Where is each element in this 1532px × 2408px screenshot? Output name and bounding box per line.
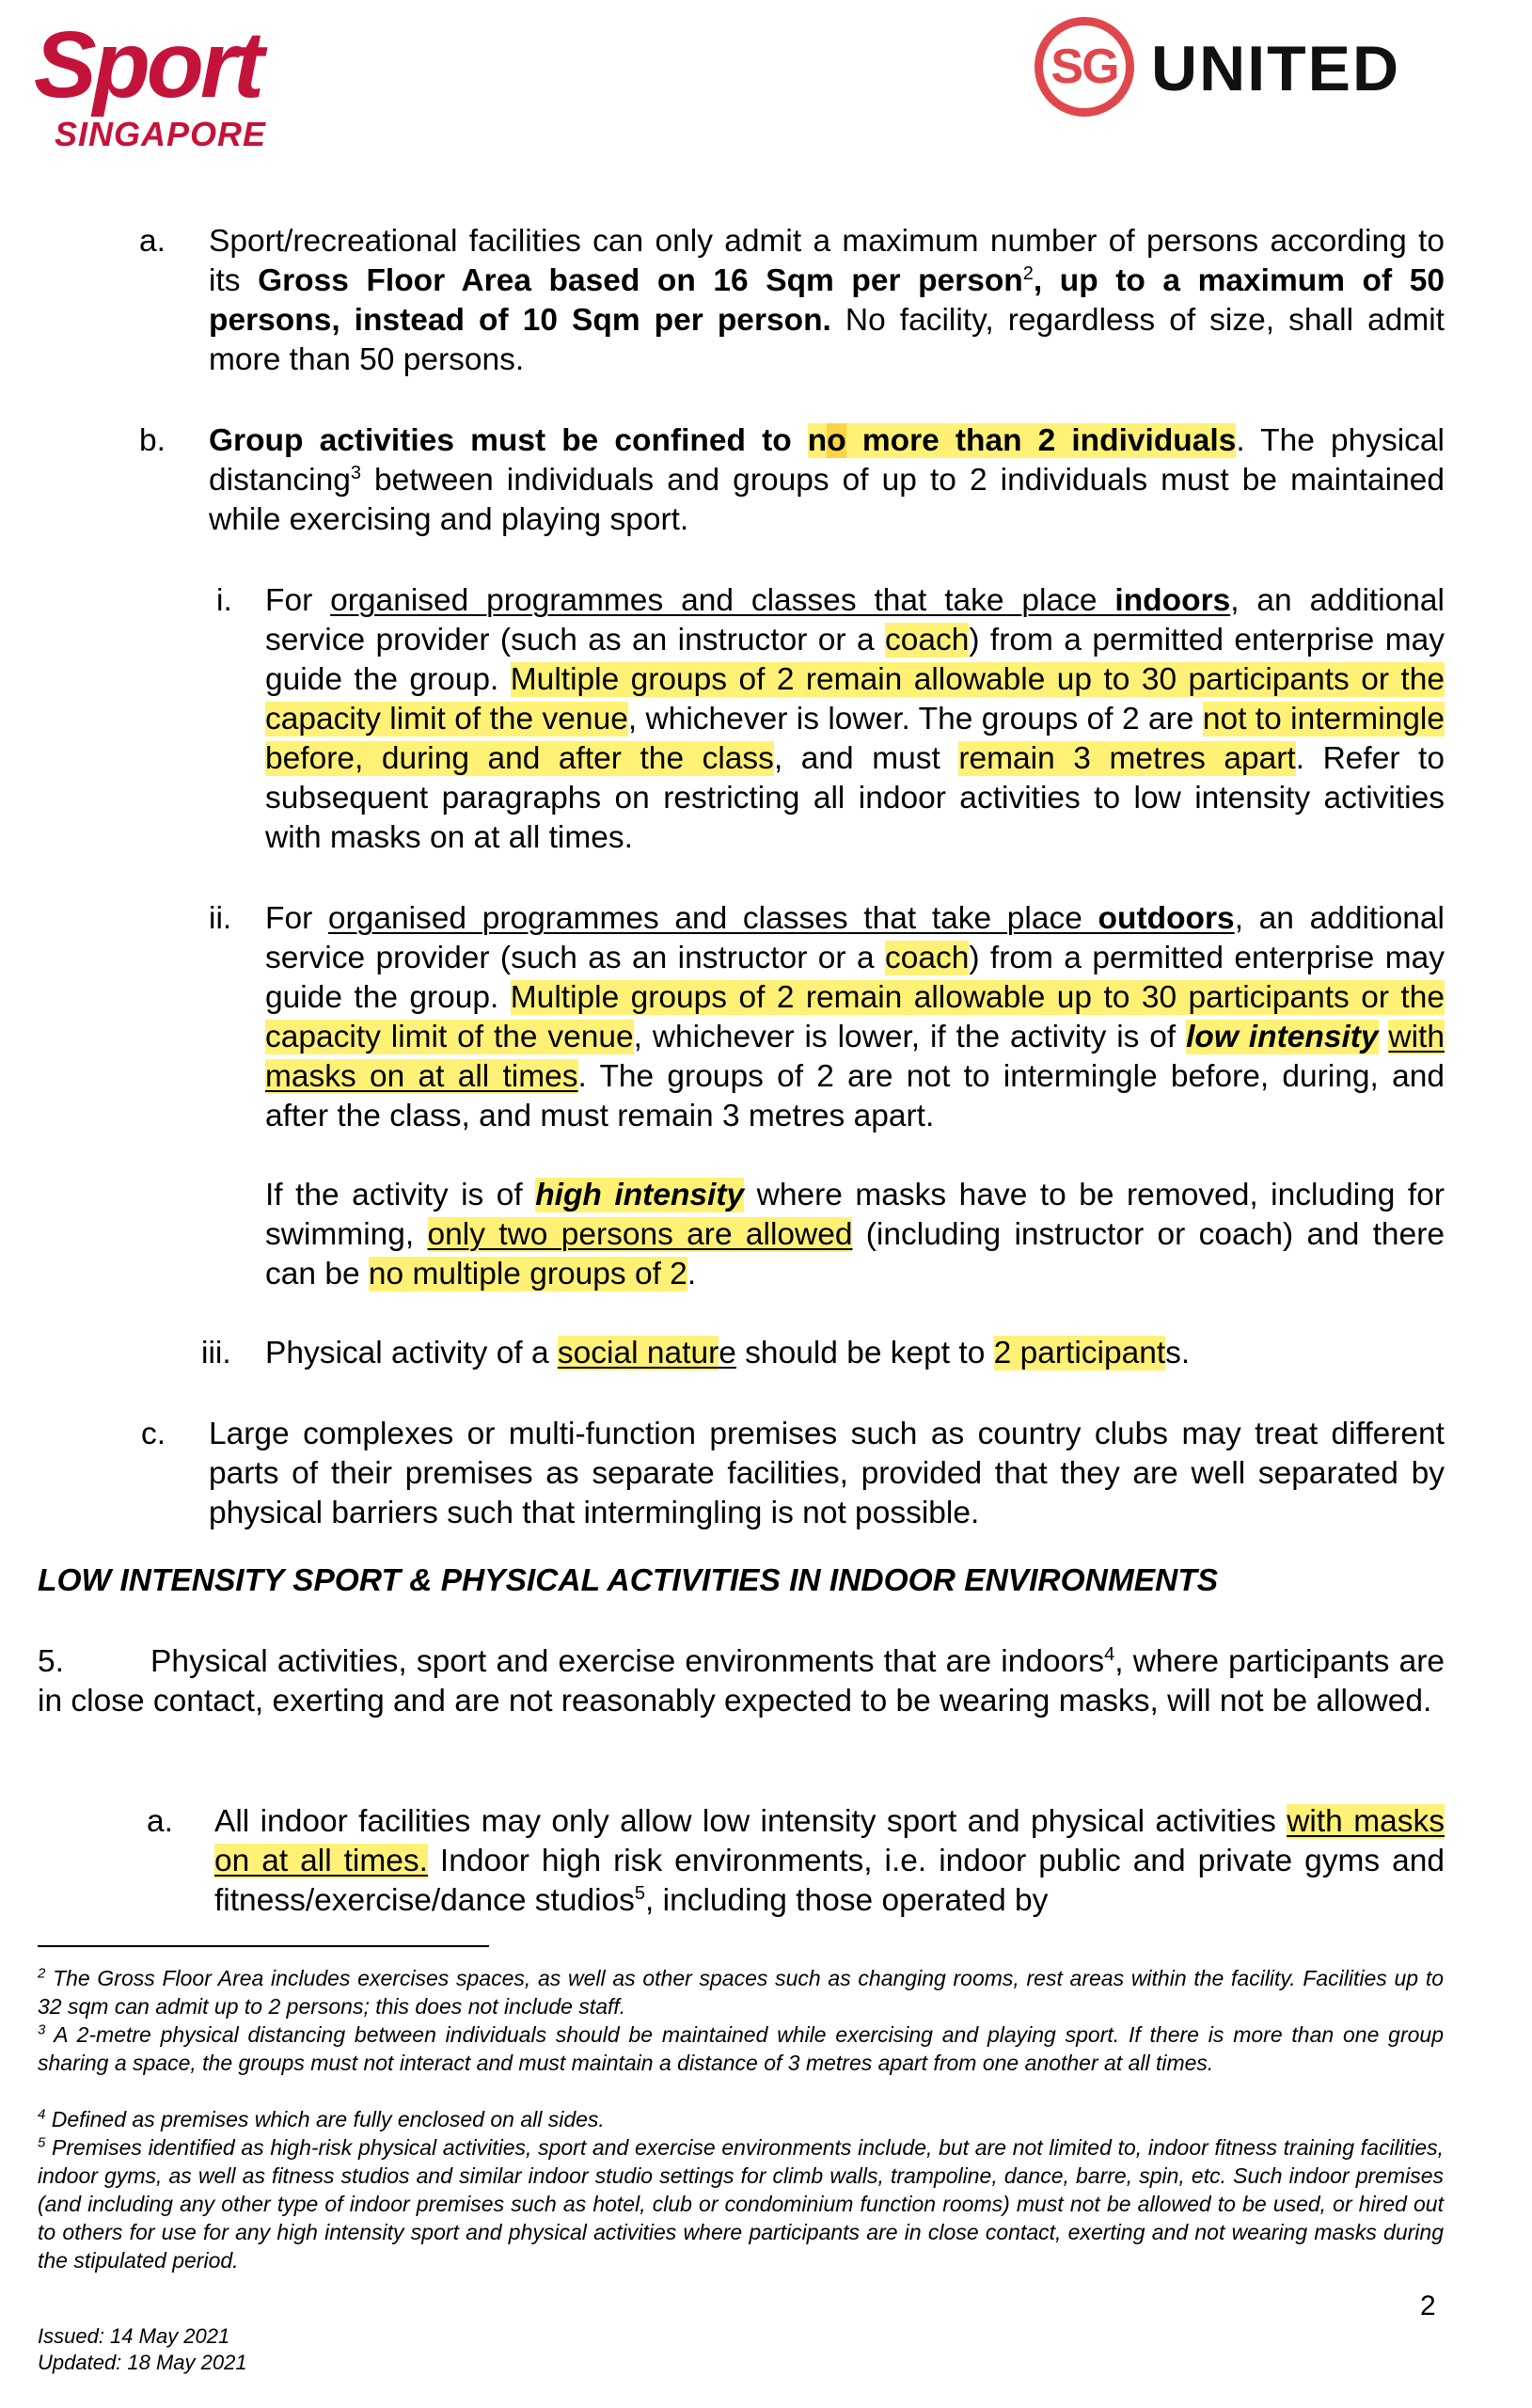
highlight-underlined: only two persons are allowed xyxy=(427,1217,853,1252)
text: , an additional service provider (such as an instructor or a xyxy=(265,583,1445,657)
text: If the activity is of xyxy=(265,1178,536,1212)
highlight: coach xyxy=(884,941,970,975)
footnote-ref: 4 xyxy=(1104,1643,1115,1665)
footnote-text: Premises identified as high-risk physical activities, sport and exercise environments include, but are not limited to, indoor fitness training facilities, indoor gyms, as well as fitness studios and similar indoor studio settings for climb walls, trampoline, dance, barre, spin, etc. Such indoor premises (and including any other type of indoor premises such as hotel, club or condominium function rooms) must not be allowed to be used, or hired out to others for use for any high intensity sport and physical activities where participants are in close contact, exerting and not wearing masks during the stipulated period. xyxy=(38,2135,1444,2273)
text: For xyxy=(265,901,328,936)
updated-date: Updated: 18 May 2021 xyxy=(38,2351,247,2374)
highlight-underlined: with masks on at all times xyxy=(265,1020,1445,1094)
paragraph-i xyxy=(265,581,1445,858)
footer-dates xyxy=(38,2323,247,2376)
text: . xyxy=(687,1257,697,1291)
page-number: 2 xyxy=(1420,2290,1436,2321)
footnote-text: Defined as premises which are fully enclosed on all sides. xyxy=(45,2107,605,2131)
text: (including instructor or coach) and there can be xyxy=(265,1217,1445,1291)
highlight-bold-italic: low intensity xyxy=(1186,1020,1379,1054)
united-word: UNITED xyxy=(1151,33,1401,104)
highlight: Multiple groups of 2 remain allowable up to 30 participants or the capacity limit of the venue xyxy=(265,662,1445,737)
footnote-text: A 2-metre physical distancing between individuals should be maintained while exercising and playing sport. If there is more than one group sharing a space, the groups must not interact and must maintain a distance of 3 metres apart from one another at all times. xyxy=(38,2022,1444,2075)
sport-singapore-logo xyxy=(34,12,325,153)
footnote-ref: 3 xyxy=(350,462,361,483)
text: ) from a permitted enterprise may guide the group. xyxy=(265,941,1445,1015)
text: Sport/recreational facilities can only admit a maximum number of persons according to its xyxy=(209,224,1445,298)
text: between individuals and groups of up to 2 individuals must be maintained while exercising and playing sport. xyxy=(209,463,1445,537)
bold-text: Group activities must be confined to xyxy=(209,423,808,458)
text: . The physical distancing xyxy=(209,423,1445,498)
highlight: Multiple groups of 2 remain allowable up to 30 participants or the capacity limit of the venue xyxy=(265,980,1445,1054)
underlined-bold-text: indoors xyxy=(1114,583,1231,618)
underlined-text: organised programmes and classes that take place xyxy=(327,901,1098,936)
paragraph-c: Large complexes or multi-function premises such as country clubs may treat different parts of their premises as separate facilities, provided that they are well separated by physical barriers such that intermingling is not possible. xyxy=(209,1417,1445,1530)
text: s. xyxy=(1165,1336,1191,1370)
text: . Refer to subsequent paragraphs on restricting all indoor activities to low intensity activities with masks on at all times. xyxy=(265,741,1445,855)
highlight: no multiple groups of 2 xyxy=(368,1257,687,1291)
item-label-5: 5. xyxy=(38,1644,64,1679)
item-label-c: c. xyxy=(141,1417,166,1451)
text: For xyxy=(265,583,331,618)
underlined-text: organised programmes and classes that take place xyxy=(330,583,1115,618)
bold-text: Gross Floor Area based on 16 Sqm per person xyxy=(258,263,1023,298)
item-label-5a: a. xyxy=(147,1804,173,1839)
paragraph-5a xyxy=(214,1802,1445,1921)
underlined-bold-text: outdoors xyxy=(1098,901,1235,936)
sport-logo-word: Sport xyxy=(34,12,261,118)
text: , an additional service provider (such as an instructor or a xyxy=(265,901,1445,975)
paragraph-a xyxy=(209,222,1445,380)
paragraph-b xyxy=(209,421,1445,540)
section-heading: LOW INTENSITY SPORT & PHYSICAL ACTIVITIES IN INDOOR ENVIRONMENTS xyxy=(38,1563,1219,1598)
text: where masks have to be removed, including for swimming, xyxy=(265,1178,1445,1252)
sg-united-logo xyxy=(1034,17,1505,139)
sport-logo-sub: SINGAPORE xyxy=(55,115,267,153)
highlight-bold-italic: high intensity xyxy=(535,1178,745,1212)
paragraph-5 xyxy=(38,1642,1445,1721)
text: . The groups of 2 are not to intermingle before, during, and after the class, and must remain 3 metres apart. xyxy=(265,1059,1445,1133)
highlight-underlined: with masks on at all times. xyxy=(214,1804,1445,1878)
text: Indoor high risk environments, i.e. indoor public and private gyms and fitness/exercise/dance studios xyxy=(214,1844,1445,1918)
text: , where participants are in close contact, exerting and are not reasonably expected to be wearing masks, will not be allowed. xyxy=(38,1644,1445,1719)
footnote-number: 3 xyxy=(38,2021,46,2038)
paragraph-ii-high-intensity xyxy=(265,1176,1445,1294)
highlight: n xyxy=(807,423,828,458)
footnote-4 xyxy=(38,2105,1444,2133)
footnote-3 xyxy=(38,2020,1444,2077)
footnote-5 xyxy=(38,2133,1444,2274)
highlight-underlined: social natur xyxy=(557,1336,719,1370)
paragraph-ii xyxy=(265,899,1445,1136)
highlight: remain 3 metres apart xyxy=(958,741,1296,776)
text: Physical activities, sport and exercise environments that are indoors xyxy=(150,1644,1105,1679)
sg-badge: SG xyxy=(1034,17,1134,117)
highlight: 2 participant xyxy=(993,1336,1166,1370)
highlight: coach xyxy=(884,623,970,657)
text: , and must xyxy=(773,741,959,776)
highlight: o xyxy=(827,423,846,458)
item-label-ii: ii. xyxy=(209,901,232,936)
highlight: not to intermingle before, during and after the class xyxy=(265,702,1445,776)
item-label-i: i. xyxy=(216,583,232,618)
underlined-text: e xyxy=(719,1336,736,1370)
item-label-a: a. xyxy=(139,224,166,259)
text: ) from a permitted enterprise may guide the group. xyxy=(265,623,1445,697)
footnote-2 xyxy=(38,1964,1444,2020)
footnote-number: 5 xyxy=(38,2134,46,2151)
bold-text: , up to a maximum of 50 persons, instead of 10 Sqm per person. xyxy=(209,263,1445,338)
text: No facility, regardless of size, shall admit more than 50 persons. xyxy=(209,303,1445,377)
footnote-text: The Gross Floor Area includes exercises spaces, as well as other spaces such as changing rooms, rest areas within the facility. Facilities up to 32 sqm can admit up to 2 persons; this does not include staff. xyxy=(38,1966,1444,2019)
text: should be kept to xyxy=(735,1336,994,1370)
text: All indoor facilities may only allow low intensity sport and physical activities xyxy=(214,1804,1287,1839)
footnote-separator xyxy=(38,1945,489,1947)
highlight: more than 2 individuals xyxy=(845,423,1237,458)
text xyxy=(1379,1020,1389,1054)
text: , whichever is lower, if the activity is of xyxy=(633,1020,1187,1054)
footnote-number: 2 xyxy=(38,1965,46,1982)
text: , whichever is lower. The groups of 2 are xyxy=(627,702,1203,737)
item-label-iii: iii. xyxy=(201,1336,231,1370)
footnote-ref: 2 xyxy=(1022,262,1034,284)
item-label-b: b. xyxy=(139,423,166,458)
text: Physical activity of a xyxy=(265,1336,558,1370)
text: , including those operated by xyxy=(645,1883,1049,1918)
issued-date: Issued: 14 May 2021 xyxy=(38,2324,230,2348)
footnote-number: 4 xyxy=(38,2106,46,2123)
paragraph-iii xyxy=(265,1334,1445,1373)
footnote-ref: 5 xyxy=(634,1882,646,1904)
